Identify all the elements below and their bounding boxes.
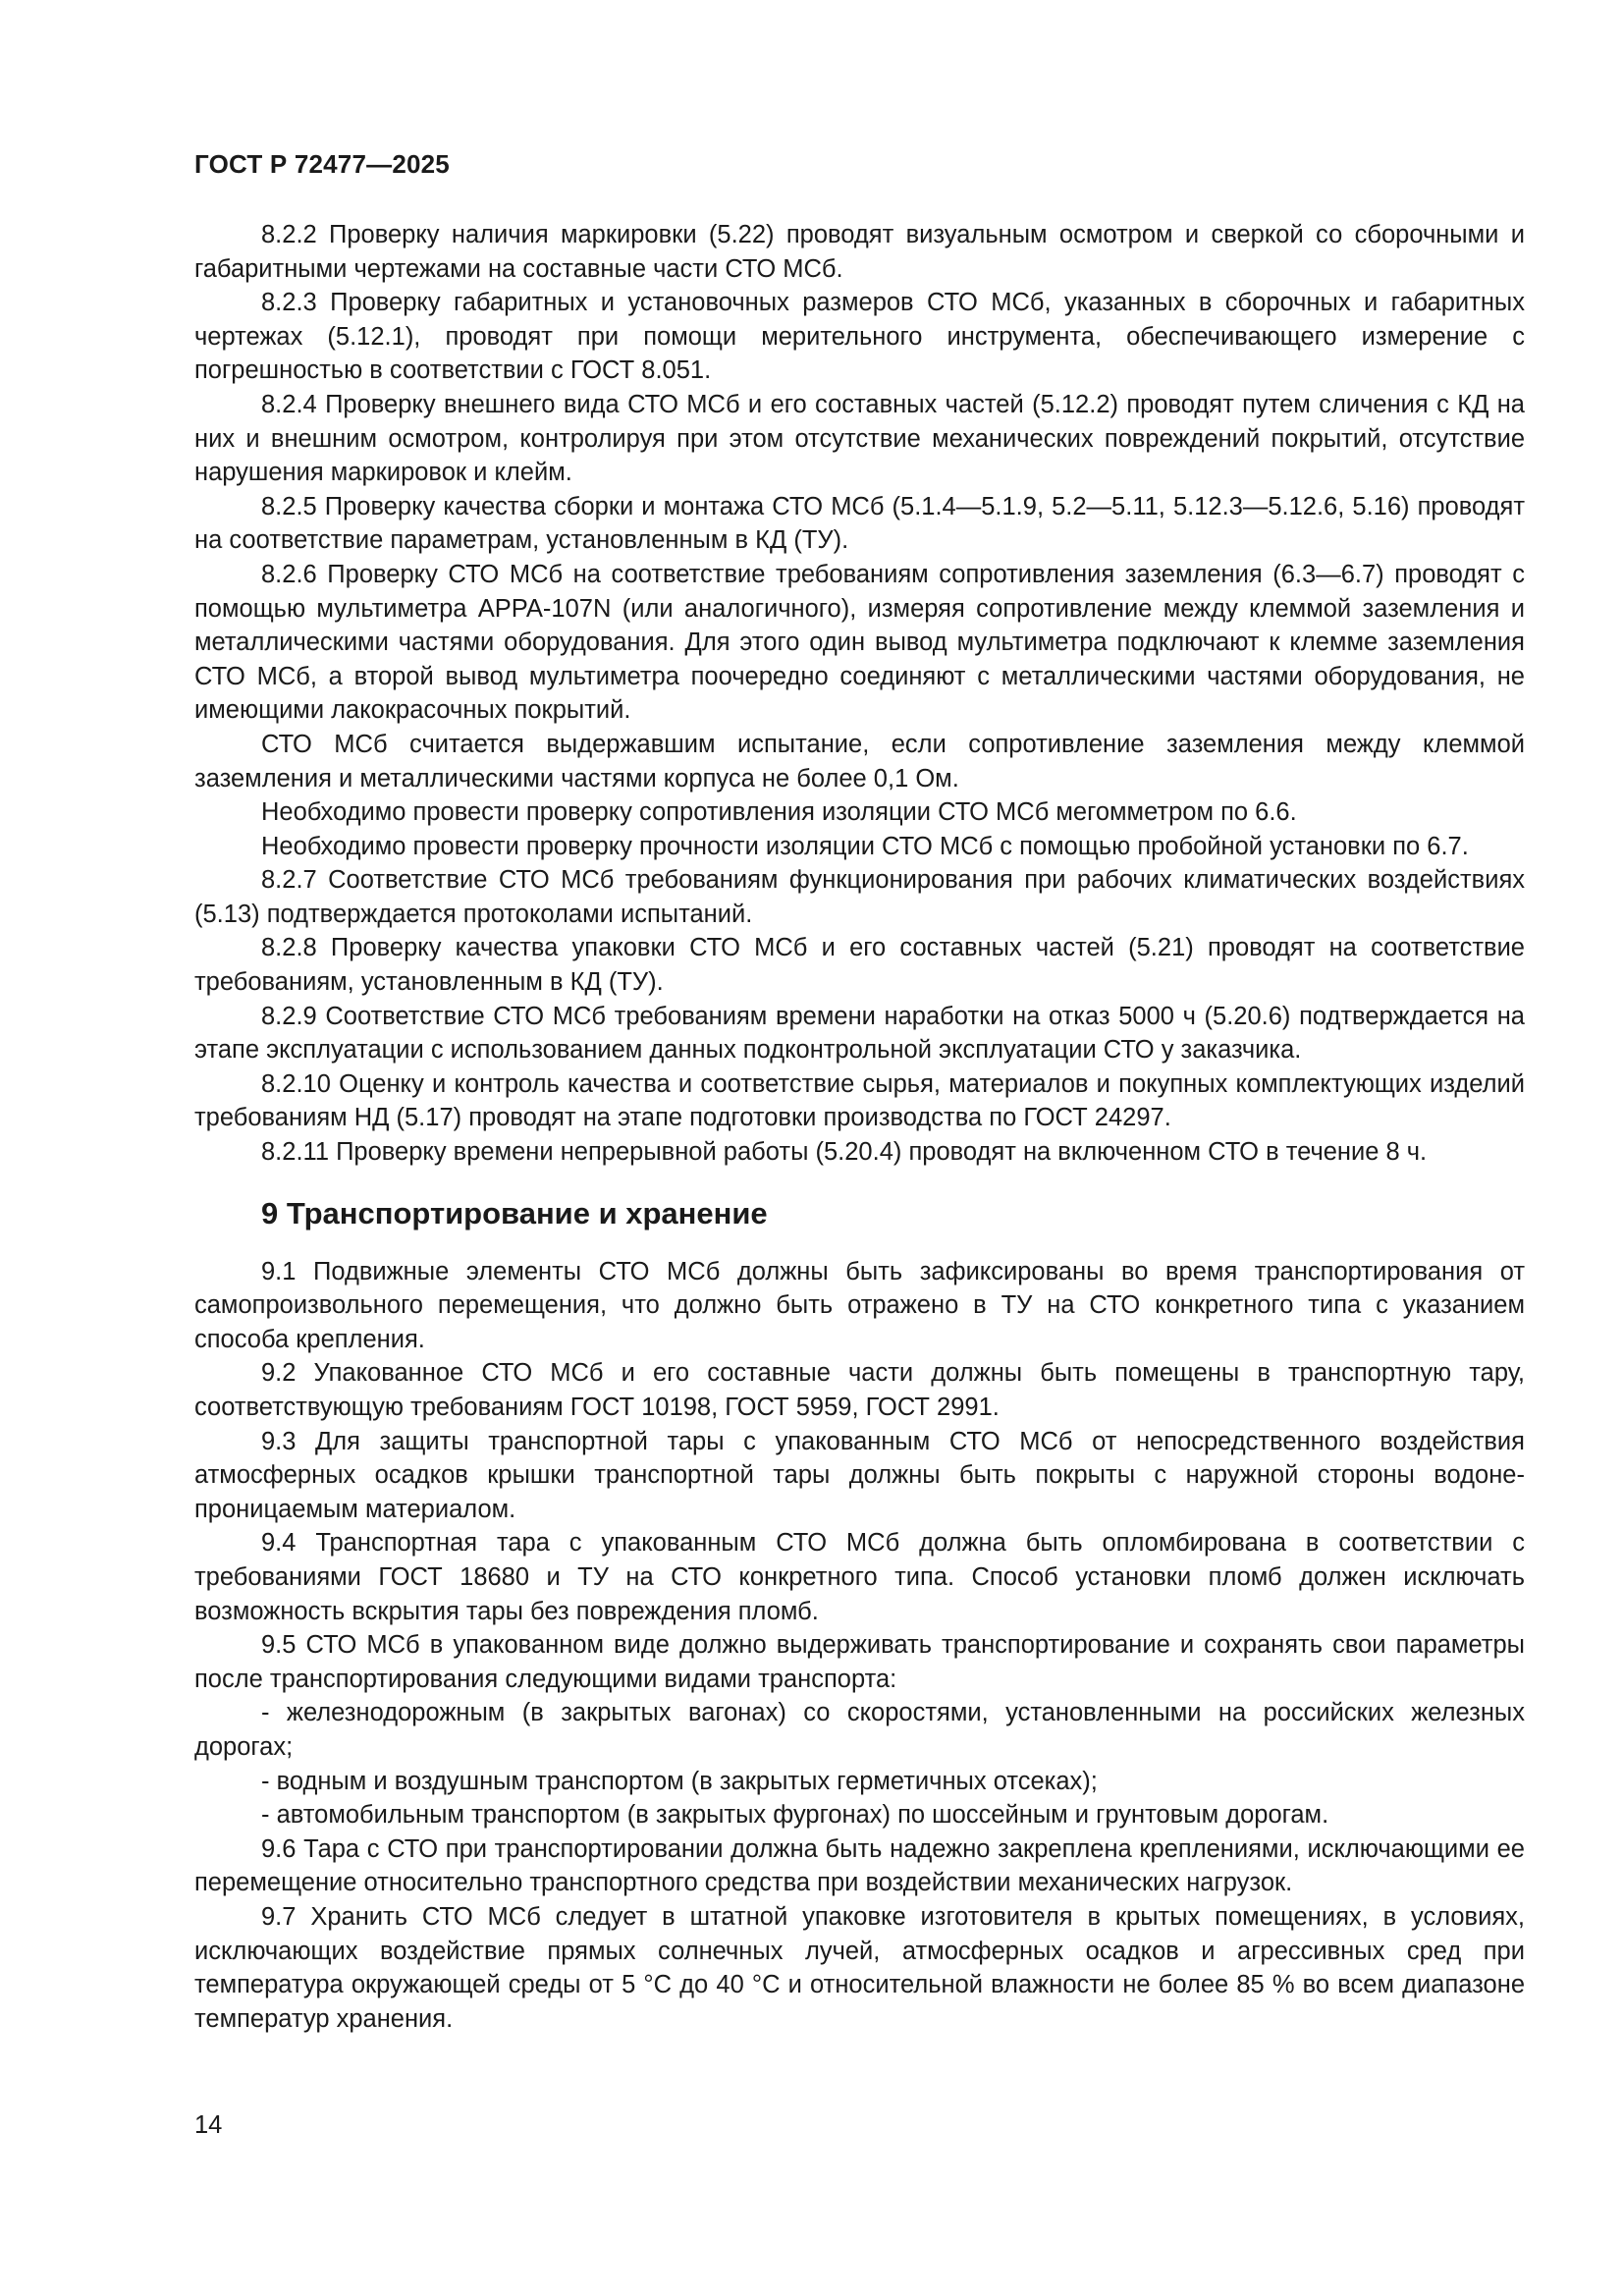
paragraph-9-4: 9.4 Транспортная тара с упакованным СТО МСб должна быть опломбирована в соответствии с требованиями ГОСТ 18680 и ТУ на СТО конкретного типа. Способ установки пломб должен исключать возможность вскрытия тары без повреждения пломб. [194, 1529, 1525, 1625]
paragraph-8-2-10: 8.2.10 Оценку и контроль качества и соответствие сырья, материалов и покупных комплектующих изделий требованиям НД (5.17) проводят на этапе подготовки производства по ГОСТ 24297. [194, 1069, 1525, 1132]
document-body [194, 218, 1525, 2036]
paragraph-9-3: 9.3 Для защиты транспортной тары с упакованным СТО МСб от непосредственного воздействия атмосферных осадков крышки транспортной тары должны быть покрыты с наружной стороны водонепроницаемым материалом. [194, 1427, 1525, 1523]
page-number: 14 [194, 2111, 223, 2139]
document-header: ГОСТ Р 72477—2025 [194, 149, 450, 179]
paragraph-9-7: 9.7 Хранить СТО МСб следует в штатной упаковке изготовителя в крытых помещениях, в условиях, исключающих воздействие прямых солнечных лучей, атмосферных осадков и агрессивных сред при температура окружающей среды от 5 °C до 40 °C и относительной влажности не более 85 % во всем диапазоне температур хранения. [194, 1902, 1525, 2033]
list-item-railway: - железнодорожным (в закрытых вагонах) со скоростями, установленными на российских железных дорогах; [194, 1699, 1525, 1761]
paragraph-grounding-result: СТО МСб считается выдержавшим испытание, если сопротивление заземления между клеммой заземления и металлическими частями корпуса не более 0,1 Ом. [194, 730, 1525, 793]
list-item-road: - автомобильным транспортом (в закрытых фургонах) по шоссейным и грунтовым дорогам. [261, 1801, 1329, 1830]
paragraph-8-2-9: 8.2.9 Соответствие СТО МСб требованиям времени наработки на отказ 5000 ч (5.20.6) подтверждается на этапе эксплуатации с использованием данных подконтрольной эксплуатации СТО у заказчика. [194, 1002, 1525, 1065]
paragraph-8-2-6: 8.2.6 Проверку СТО МСб на соответствие требованиям сопротивления заземления (6.3—6.7) проводят с помощью мультиметра APPA-107N (или аналогичного), измеряя сопротивление между клеммой заземления и металлическими частями оборудования. Для этого один вывод мультиметра подключают к клемме заземления СТО МСб, а второй вывод мультиметра поочередно соединяют с металлическими частями оборудования, не имеющими лакокрасочных покрытий. [194, 560, 1525, 725]
paragraph-9-6: 9.6 Тара с СТО при транспортировании должна быть надежно закреплена креплениями, исключающими ее перемещение относительно транспортного средства при воздействии механических нагрузок. [194, 1834, 1525, 1897]
paragraph-8-2-11: 8.2.11 Проверку времени непрерывной работы (5.20.4) проводят на включенном СТО в течение 8 ч. [261, 1138, 1428, 1167]
paragraph-9-5: 9.5 СТО МСб в упакованном виде должно выдерживать транспортирование и сохранять свои параметры после транспортирования следующими видами транспорта: [194, 1631, 1525, 1693]
paragraph-8-2-8: 8.2.8 Проверку качества упаковки СТО МСб и его составных частей (5.21) проводят на соответствие требованиям, установленным в КД (ТУ). [194, 934, 1525, 997]
paragraph-8-2-3: 8.2.3 Проверку габаритных и установочных размеров СТО МСб, указанных в сборочных и габаритных чертежах (5.12.1), проводят при помощи мерительного инструмента, обеспечивающего измерение с погрешностью в соответствии с ГОСТ 8.051. [194, 289, 1525, 385]
paragraph-insulation-resistance: Необходимо провести проверку сопротивления изоляции СТО МСб мегомметром по 6.6. [261, 798, 1297, 827]
paragraph-8-2-5: 8.2.5 Проверку качества сборки и монтажа СТО МСб (5.1.4—5.1.9, 5.2—5.11, 5.12.3—5.12.6, 5.16) проводят на соответствие параметрам, установленным в КД (ТУ). [194, 492, 1525, 555]
paragraph-insulation-strength: Необходимо провести проверку прочности изоляции СТО МСб с помощью пробойной установки по 6.7. [261, 832, 1469, 860]
paragraph-9-1: 9.1 Подвижные элементы СТО МСб должны быть зафиксированы во время транспортирования от самопроизвольного перемещения, что должно быть отражено в ТУ на СТО конкретного типа с указанием способа крепления. [194, 1257, 1525, 1353]
paragraph-8-2-2: 8.2.2 Проверку наличия маркировки (5.22) проводят визуальным осмотром и сверкой со сборочными и габаритными чертежами на составные части СТО МСб. [194, 221, 1525, 283]
section-9-title: 9 Транспортирование и хранение [261, 1195, 768, 1230]
paragraph-9-2: 9.2 Упакованное СТО МСб и его составные части должны быть помещены в транспортную тару, соответствующую требованиям ГОСТ 10198, ГОСТ 5959, ГОСТ 2991. [194, 1359, 1525, 1421]
paragraph-8-2-7: 8.2.7 Соответствие СТО МСб требованиям функционирования при рабочих климатических воздействиях (5.13) подтверждается протоколами испытаний. [194, 866, 1525, 928]
paragraph-8-2-4: 8.2.4 Проверку внешнего вида СТО МСб и его составных частей (5.12.2) проводят путем сличения с КД на них и внешним осмотром, контролируя при этом отсутствие механических повреждений покрытий, отсутствие нарушения маркировок и клейм. [194, 390, 1525, 487]
list-item-water-air: - водным и воздушным транспортом (в закрытых герметичных отсеках); [261, 1767, 1098, 1795]
